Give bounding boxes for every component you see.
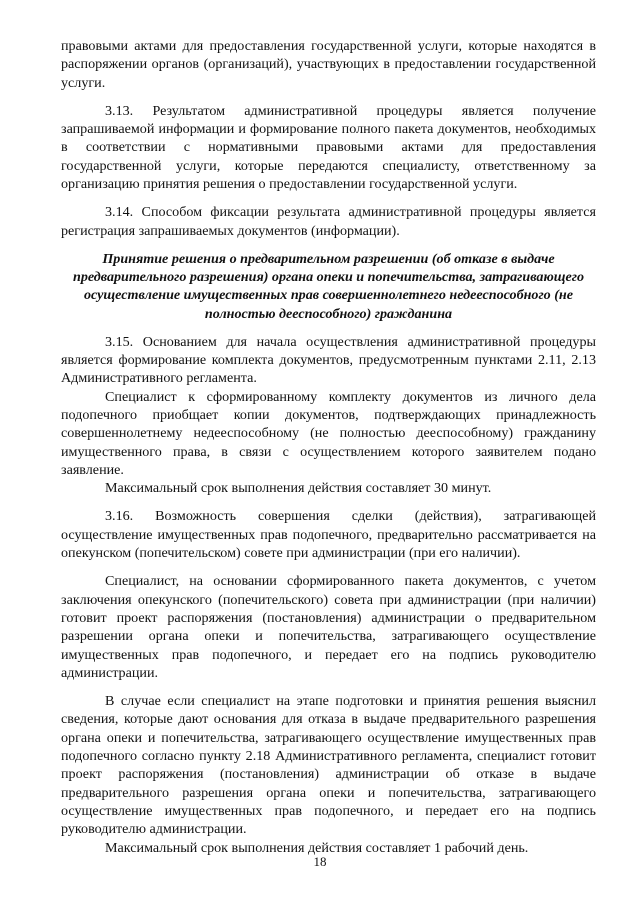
page-number: 18 — [313, 854, 327, 869]
paragraph-3-14: 3.14. Способом фиксации результата административной процедуры является регистрация запрашиваемых документов (информации). — [61, 204, 596, 239]
paragraph-refusal-case: В случае если специалист на этапе подготовки и принятия решения выяснил сведения, которые дают основания для отказа в выдаче предварительного разрешения органа опеки и попечительства, затрагивающего осуществление имущественных прав подопечного согласно пункту 2.18 Административного регламента, специалист готовит проект распоряжения (постановления) администрации об отказе в выдаче предварительного разрешения органа опеки и попечительства, затрагивающего осуществление имущественных прав подопечного, и передает его на подпись руководителю администрации. — [61, 693, 596, 838]
paragraph-max-time-1-day: Максимальный срок выполнения действия составляет 1 рабочий день. — [105, 839, 529, 856]
paragraph-3-13: 3.13. Результатом административной процедуры является получение запрашиваемой информации и формирование полного пакета документов, необходимых в соответствии с нормативными правовыми актами для предоставления государственной услуги, которые передаются специалисту, ответственному за организацию принятия решения о предоставлении государственной услуги. — [61, 102, 596, 193]
paragraph-max-time-30-min: Максимальный срок выполнения действия составляет 30 минут. — [105, 480, 492, 497]
section-heading: Принятие решения о предварительном разрешении (об отказе в выдаче предварительного разрешения) органа опеки и попечительства, затрагивающего осуществление имущественных прав совершеннолетнего недееспособного (не полностью дееспособного) гражданина — [72, 250, 584, 322]
document-page — [61, 37, 596, 857]
paragraph-specialist-attaches: Специалист к сформированному комплекту документов из личного дела подопечного приобщает копии документов, подтверждающих принадлежность совершеннолетнему недееспособному (не полностью дееспособному) гражданину имущественного права, в связи с осуществлением которого заявителем подано заявление. — [61, 388, 596, 478]
paragraph-continuation: правовыми актами для предоставления государственной услуги, которые находятся в распоряжении органов (организаций), участвующих в предоставлении государственной услуги. — [61, 38, 596, 91]
paragraph-3-15: 3.15. Основанием для начала осуществления административной процедуры является формирование комплекта документов, предусмотренным пунктами 2.11, 2.13 Административного регламента. — [61, 333, 596, 387]
paragraph-3-16: 3.16. Возможность совершения сделки (действия), затрагивающей осуществление имущественных прав подопечного, предварительно рассматривается на опекунском (попечительском) совете при администрации (при его наличии). — [61, 508, 596, 562]
paragraph-specialist-prepares: Специалист, на основании сформированного пакета документов, с учетом заключения опекунского (попечительского) совета при администрации (при наличии) готовит проект распоряжения (постановления) администрации о предварительном разрешении органа опеки и попечительства, затрагивающего осуществление имущественных прав подопечного, и передает его на подпись руководителю администрации. — [61, 573, 596, 681]
